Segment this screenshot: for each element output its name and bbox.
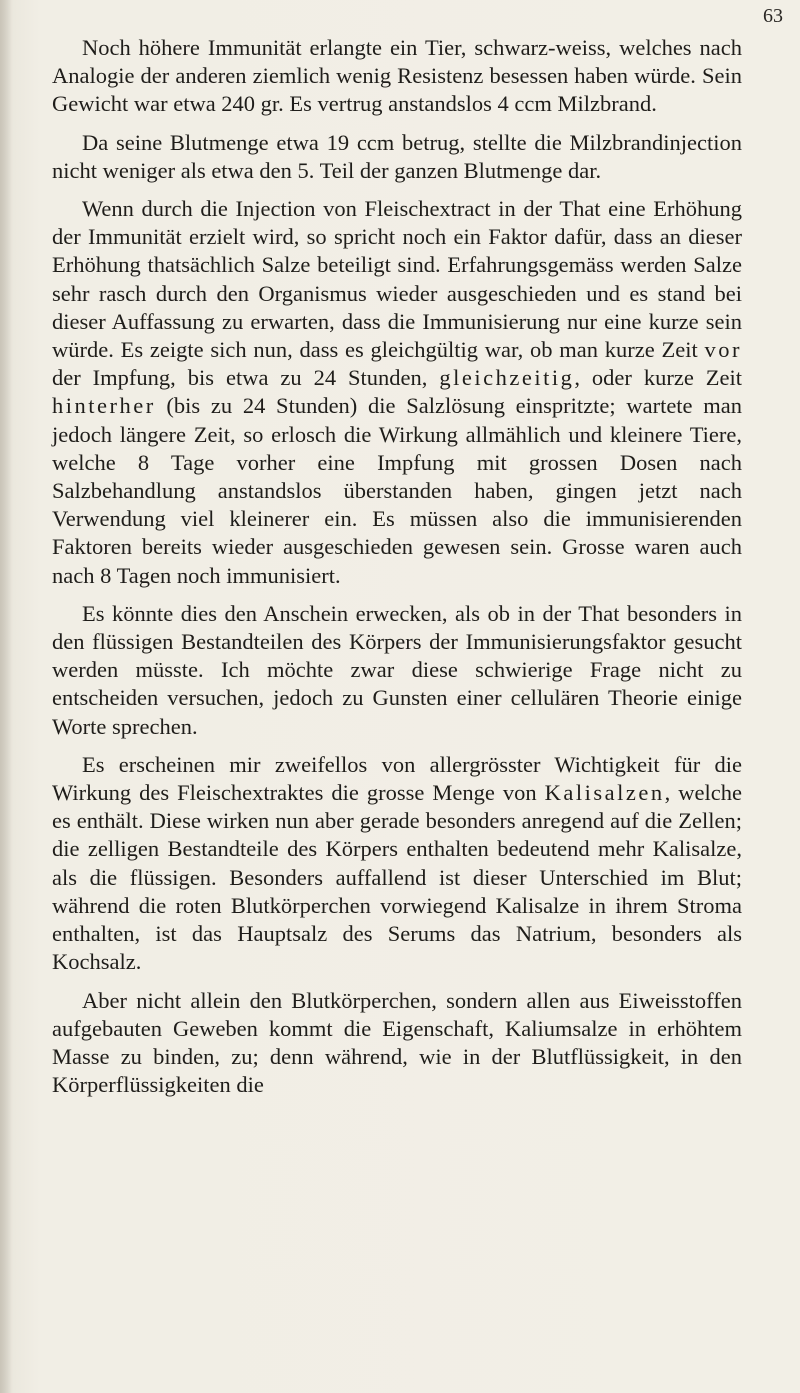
- paragraph-6: [52, 987, 742, 1100]
- paragraph-5-text-b: , welche es enthält. Diese wirken nun aber gerade besonders anregend auf die Zellen; die zelligen Bestandteile des Körpers enthalten bedeutend mehr Kalisalze, als die flüssigen. Besonders auffallend ist dieser Unterschied im Blut; während die roten Blutkörperchen vorwiegend Kalisalze in ihrem Stroma enthalten, ist das Hauptsalz des Serums das Natrium, besonders als Kochsalz.: [52, 780, 742, 975]
- emphasis-vor: vor: [704, 337, 742, 363]
- paragraph-2-text: Da seine Blutmenge etwa 19 ccm betrug, stellte die Milzbrandinjection nicht weniger als etwa den 5. Teil der ganzen Blutmenge dar.: [52, 129, 742, 183]
- emphasis-gleichzeitig: gleichzeitig: [439, 365, 575, 391]
- page-binding-shadow: [0, 0, 12, 1393]
- paragraph-1: [52, 34, 742, 119]
- page-number: 63: [763, 5, 783, 27]
- paragraph-4: [52, 600, 742, 741]
- paragraph-5: [52, 751, 742, 977]
- paragraph-3-text-d: (bis zu 24 Stunden) die Salzlösung einspritzte; wartete man jedoch längere Zeit, so erlosch die Wirkung allmählich und kleinere Tiere, welche 8 Tage vorher eine Impfung mit grossen Dosen nach Salzbehandlung anstandslos überstanden haben, gingen jetzt nach Verwendung viel kleinerer ein. Es müssen also die immunisierenden Faktoren bereits wieder ausgeschieden gewesen sein. Grosse waren auch nach 8 Tagen noch immunisiert.: [52, 393, 742, 588]
- emphasis-hinterher: hinterher: [52, 393, 156, 419]
- paragraph-3-text-b: der Impfung, bis etwa zu 24 Stunden,: [52, 365, 440, 391]
- paragraph-5-text-a: Es erscheinen mir zweifellos von allergrösster Wichtigkeit für die Wirkung des Fleischextraktes die grosse Menge von: [52, 751, 742, 806]
- emphasis-kalisalzen: Kalisalzen: [544, 780, 665, 806]
- paragraph-4-text: Es könnte dies den Anschein erwecken, als ob in der That besonders in den flüssigen Bestandteilen des Körpers der Immunisierungsfaktor gesucht werden müsste. Ich möchte zwar diese schwierige Frage nicht zu entscheiden versuchen, jedoch zu Gunsten einer cellulären Theorie einige Worte sprechen.: [52, 600, 742, 739]
- body-text: [52, 34, 742, 1109]
- paragraph-3: [52, 195, 742, 590]
- paragraph-1-text: Noch höhere Immunität erlangte ein Tier, schwarz-weiss, welches nach Analogie der anderen ziemlich wenig Resistenz besessen haben würde. Sein Gewicht war etwa 240 gr. Es vertrug anstandslos 4 ccm Milzbrand.: [52, 35, 742, 117]
- paragraph-6-text: Aber nicht allein den Blutkörperchen, sondern allen aus Eiweisstoffen aufgebauten Geweben kommt die Eigenschaft, Kaliumsalze in erhöhtem Masse zu binden, zu; denn während, wie in der Blutflüssigkeit, in den Körperflüssigkeiten die: [52, 987, 742, 1098]
- paragraph-3-text-a: Wenn durch die Injection von Fleischextract in der That eine Erhöhung der Immunität erzielt wird, so spricht noch ein Faktor dafür, dass an dieser Erhöhung thatsächlich Salze beteiligt sind. Erfahrungsgemäss werden Salze sehr rasch durch den Organismus wieder ausgeschieden und es stand bei dieser Auffassung zu erwarten, dass die Immunisierung nur eine kurze sein würde. Es zeigte sich nun, dass es gleichgültig war, ob man kurze Zeit: [52, 196, 742, 363]
- paragraph-3-text-c: , oder kurze Zeit: [574, 365, 742, 391]
- paragraph-2: [52, 129, 742, 185]
